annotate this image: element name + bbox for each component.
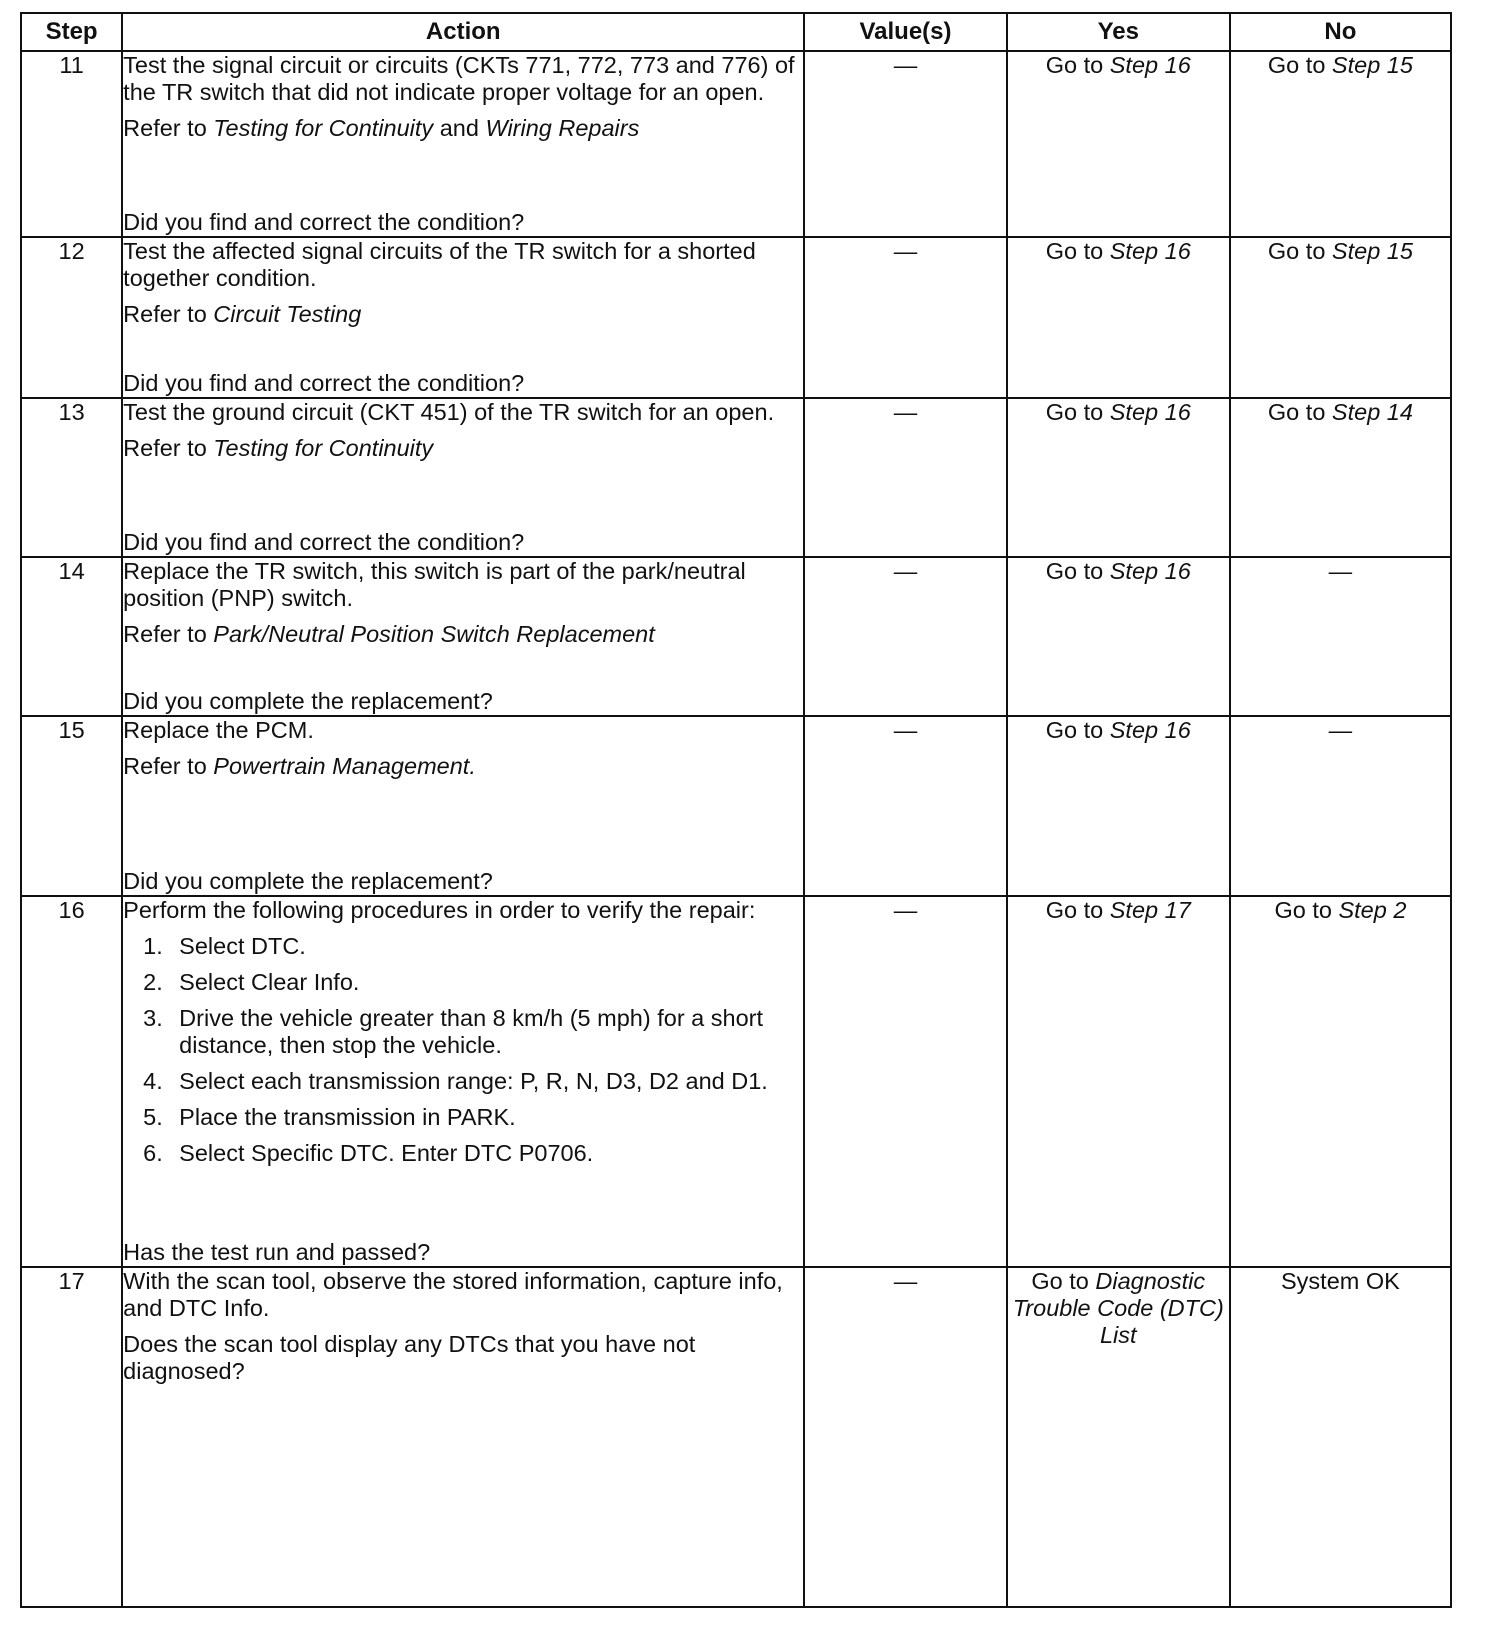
reference-link: Wiring Repairs (485, 115, 640, 142)
step-number: 13 (21, 398, 122, 557)
yes-cell: Go to Diagnostic Trouble Code (DTC) List (1007, 1267, 1230, 1607)
step-number: 14 (21, 557, 122, 716)
list-item: 3. Drive the vehicle greater than 8 km/h (5 mph) for a short distance, then stop the vehicle. (143, 1005, 764, 1059)
action-test: Test the ground circuit (CKT 451) of the TR switch for an open. (123, 398, 775, 425)
action-refer: Refer to Circuit Testing (123, 301, 362, 328)
action-test: Replace the TR switch, this switch is part of the park/neutral position (PNP) switch. (123, 557, 746, 611)
goto-dtc-list-link: Diagnostic Trouble Code (DTC) List (1012, 1267, 1224, 1348)
table-row (21, 1267, 1451, 1607)
reference-link: Testing for Continuity (213, 434, 434, 461)
no-cell: — (1230, 557, 1451, 716)
reference-link: Testing for Continuity (213, 115, 434, 142)
goto-step-link: Step 16 (1109, 398, 1191, 425)
action-question: Does the scan tool display any DTCs that you have not diagnosed? (123, 1330, 696, 1384)
yes-cell: Go to Step 16 (1007, 398, 1230, 557)
action-cell (122, 557, 804, 716)
action-test: Test the signal circuit or circuits (CKTs 771, 772, 773 and 776) of the TR switch that did not indicate proper voltage for an open. (123, 52, 795, 106)
list-item: 2. Select Clear Info. (143, 969, 360, 996)
reference-link: Circuit Testing (213, 301, 362, 328)
step-number: 12 (21, 237, 122, 397)
procedure-list (123, 933, 803, 1167)
value-cell: — (804, 51, 1006, 237)
table-row (21, 896, 1451, 1267)
reference-link: Powertrain Management. (213, 752, 476, 779)
table-row (21, 51, 1451, 237)
action-question: Did you find and correct the condition? (123, 209, 525, 236)
action-cell (122, 51, 804, 237)
header-values: Value(s) (804, 13, 1006, 51)
goto-step-link: Step 17 (1109, 896, 1191, 923)
header-step: Step (21, 13, 122, 51)
no-cell: Go to Step 15 (1230, 51, 1451, 237)
goto-step-link: Step 16 (1109, 557, 1191, 584)
step-number: 11 (21, 51, 122, 237)
header-no: No (1230, 13, 1451, 51)
goto-step-link: Step 14 (1331, 398, 1413, 425)
diagnostic-table (20, 12, 1452, 1608)
value-cell: — (804, 557, 1006, 716)
step-number: 16 (21, 896, 122, 1267)
action-test: Test the affected signal circuits of the TR switch for a shorted together condition. (123, 238, 756, 292)
table-row (21, 237, 1451, 397)
goto-step-link: Step 16 (1109, 238, 1191, 265)
header-action: Action (122, 13, 804, 51)
action-intro: Perform the following procedures in order to verify the repair: (123, 896, 756, 923)
action-cell (122, 896, 804, 1267)
value-cell: — (804, 896, 1006, 1267)
action-question: Did you complete the replacement? (123, 867, 493, 894)
action-question: Did you find and correct the condition? (123, 528, 525, 555)
action-refer: Refer to Park/Neutral Position Switch Replacement (123, 620, 655, 647)
yes-cell: Go to Step 16 (1007, 51, 1230, 237)
step-number: 15 (21, 716, 122, 896)
action-question: Did you complete the replacement? (123, 687, 493, 714)
yes-cell: Go to Step 16 (1007, 716, 1230, 896)
action-question: Did you find and correct the condition? (123, 369, 525, 396)
header-yes: Yes (1007, 13, 1230, 51)
yes-cell: Go to Step 16 (1007, 237, 1230, 397)
table-row (21, 398, 1451, 557)
action-test: With the scan tool, observe the stored information, capture info, and DTC Info. (123, 1267, 783, 1321)
header-row (21, 13, 1451, 51)
no-cell: Go to Step 14 (1230, 398, 1451, 557)
no-cell: Go to Step 15 (1230, 237, 1451, 397)
list-item: 4. Select each transmission range: P, R, N, D3, D2 and D1. (143, 1068, 768, 1095)
action-refer: Refer to Testing for Continuity and Wiring Repairs (123, 115, 640, 142)
reference-link: Park/Neutral Position Switch Replacement (213, 620, 655, 647)
list-item: 6. Select Specific DTC. Enter DTC P0706. (143, 1140, 594, 1167)
yes-cell: Go to Step 17 (1007, 896, 1230, 1267)
no-cell: Go to Step 2 (1230, 896, 1451, 1267)
step-number: 17 (21, 1267, 122, 1607)
table-row (21, 716, 1451, 896)
action-cell (122, 1267, 804, 1607)
value-cell: — (804, 1267, 1006, 1607)
goto-step-link: Step 16 (1109, 716, 1191, 743)
action-refer: Refer to Testing for Continuity (123, 434, 434, 461)
goto-step-link: Step 15 (1331, 238, 1413, 265)
action-cell (122, 398, 804, 557)
action-refer: Refer to Powertrain Management. (123, 752, 476, 779)
goto-step-link: Step 16 (1109, 52, 1191, 78)
no-cell: System OK (1230, 1267, 1451, 1607)
action-cell (122, 716, 804, 896)
action-cell (122, 237, 804, 397)
yes-cell: Go to Step 16 (1007, 557, 1230, 716)
list-item: 5. Place the transmission in PARK. (143, 1104, 516, 1131)
value-cell: — (804, 716, 1006, 896)
action-question: Has the test run and passed? (123, 1238, 431, 1265)
goto-step-link: Step 15 (1331, 52, 1413, 78)
list-item: 1. Select DTC. (143, 933, 306, 959)
goto-step-link: Step 2 (1338, 896, 1407, 923)
value-cell: — (804, 237, 1006, 397)
no-cell: — (1230, 716, 1451, 896)
table-row (21, 557, 1451, 716)
action-test: Replace the PCM. (123, 716, 314, 743)
value-cell: — (804, 398, 1006, 557)
